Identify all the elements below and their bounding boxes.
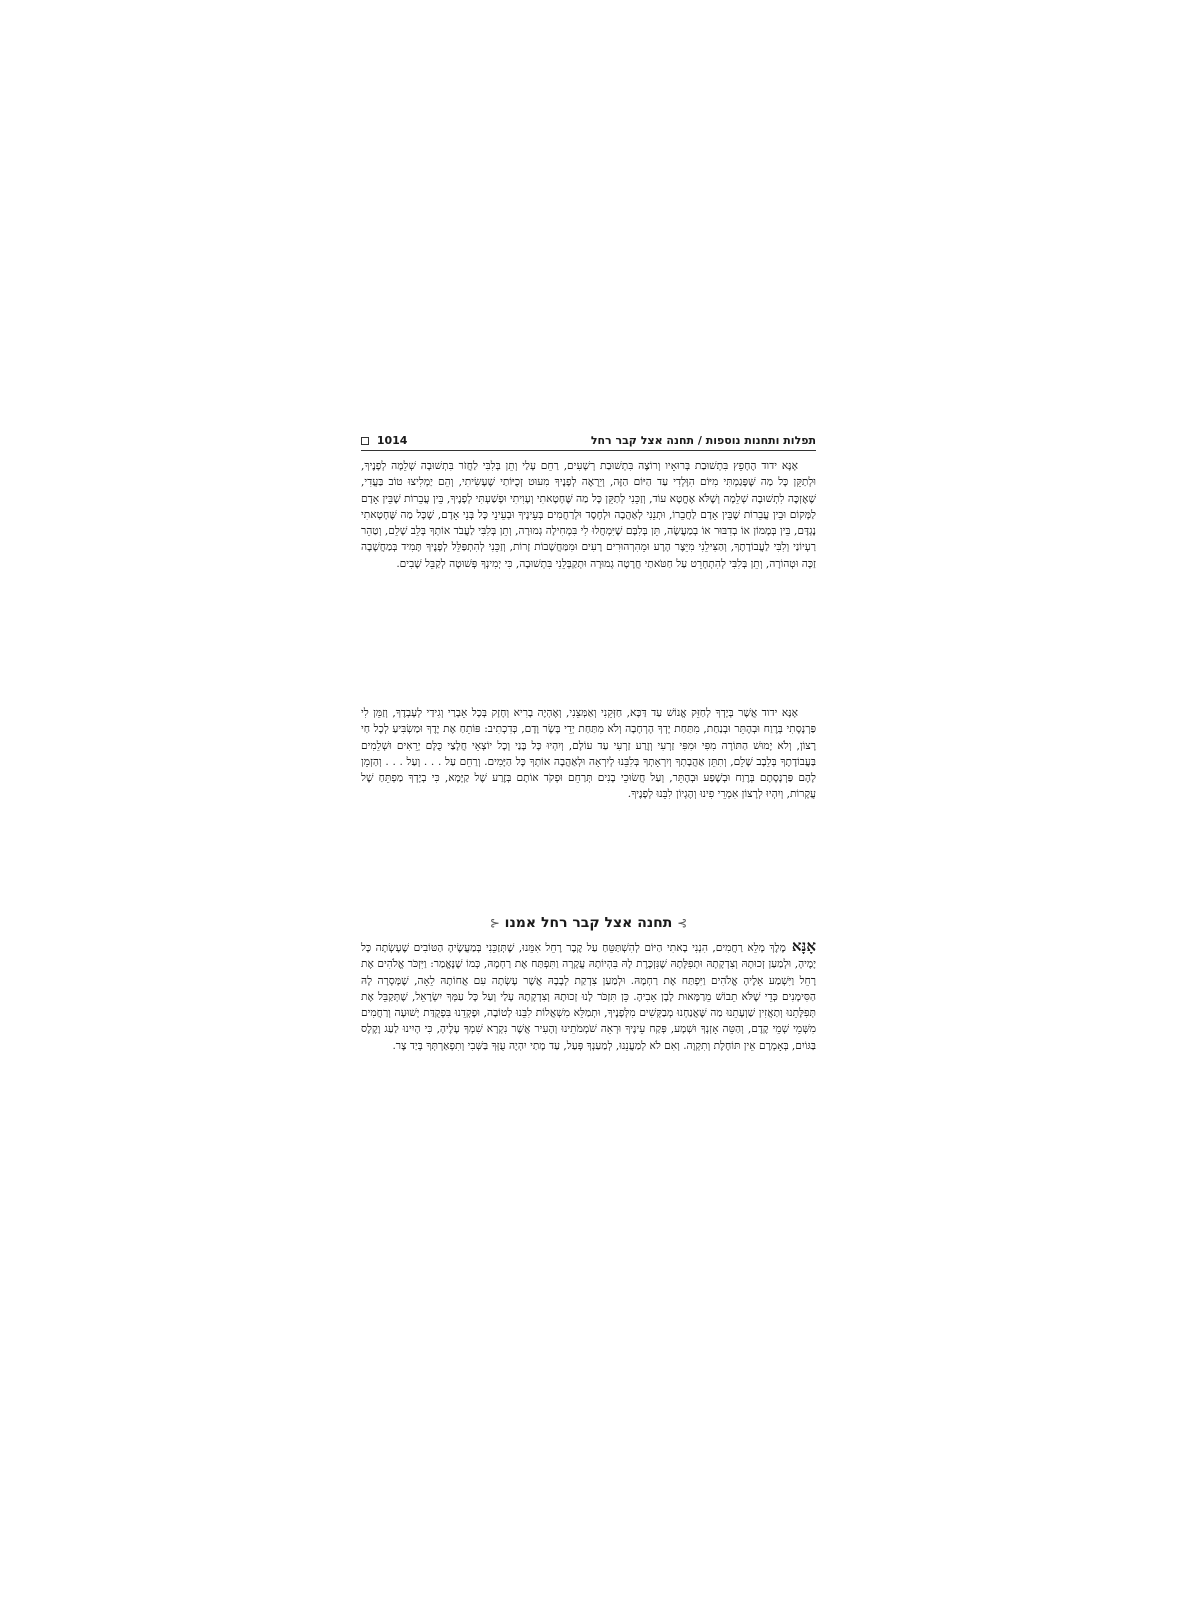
title-separator: / <box>697 433 702 447</box>
flourish-left-icon: ⊰ <box>489 916 500 930</box>
paragraph-2: אָנָּא ידוד אֲשֶׁר בְּיָדְךָ לְחַזֵּק אֱנוֹשׁ עַד דַּכָּא, חַזְּקֵנִי וְאַמְּצֵנִי, וְאֶהְיֶה בָרִיא וְחָזָק בְּכָל אֵבָרַי וְגִידַי לְעָבְדֶךָ, וְזַמֵּן לִי פַּרְנָסָתִי בְּרֶוַח וּבְהֶתֵּר וּבְנַחַת, מִתַּחַת יָדְךָ הָרְחָבָה וְלֹא מִתַּחַת יְדֵי בָּשָׂר וָדָם, כְּדִכְתִיב: פּוֹתֵחַ אֶת יָדֶךָ וּמַשְׂבִּיעַ לְכָל חַי רָצוֹן, וְלֹא יָמוּשׁ הַתּוֹרָה מִפִּי וּמִפִּי זַרְעִי וְזֶרַע זַרְעִי עַד עוֹלָם, וְיִהְיוּ כָּל בָּנַי וְכָל יוֹצְאֵי חֲלָצַי כֻּלָּם יְרֵאִים וּשְׁלֵמִים בַּעֲבוֹדָתֶךָ בְּלֵבָב שָׁלֵם, וְתִתֵּן אַהֲבָתְךָ וְיִרְאָתְךָ בְּלִבֵּנוּ לְיִרְאָה וּלְאַהֲבָה אוֹתְךָ כָּל הַיָּמִים. וְרַחֵם עַל . . . וְעַל . . . וְהַזְמֵן לָהֶם פַּרְנָסָתָם בְּרֶוַח וּבְשֶׁפַע וּבְהֶתֵּר, וְעַל חֲשׂוּכֵי בָנִים תְּרַחֵם וּפְקֹד אוֹתָם בְּזֶרַע שֶׁל קַיָּמָא, כִּי בְיָדְךָ מַפְתֵּחַ שֶׁל עֲקָרוֹת, וְיִהְיוּ לְרָצוֹן אִמְרֵי פִינוּ וְהֶגְיוֹן לִבֵּנוּ לְפָנֶיךָ. <box>361 707 816 801</box>
paragraph-3-text: מֶלֶךְ מָלֵא רַחֲמִים, הִנְנִי בָאתִי הַיּוֹם לְהִשְׁתַּטֵּחַ עַל קֶבֶר רָחֵל אִמֵּנוּ, שֶׁתְּזַכֵּנִי בְּמַעֲשֶׂיהָ הַטּוֹבִים שֶׁעָשְׂתָה כָּל יָמֶיהָ, וּלְמַעַן זְכוּתָהּ וְצִדְקָתָהּ וּתְפִלָּתָהּ שֶׁנִּזְכֶּרֶת לָהּ בִּהְיוֹתָהּ עֲקָרָה וַתִּפְתַּח אֶת רַחְמָהּ, כְּמוֹ שֶׁנֶּאֱמַר: וַיִּזְכֹּר אֱלֹהִים אֶת רָחֵל וַיִּשְׁמַע אֵלֶיהָ אֱלֹהִים וַיִּפְתַּח אֶת רַחְמָהּ. וּלְמַעַן צִדְקַת לְבָבָהּ אֲשֶׁר עָשְׂתָה עִם אֲחוֹתָהּ לֵאָה, שֶׁמָּסְרָה לָהּ הַסִּימָנִים כְּדֵי שֶׁלֹּא תֵבוֹשׁ מֵרַמָּאוּת לָבָן אָבִיהָ. כֵּן תִּזְכֹּר לָנוּ זְכוּתָהּ וְצִדְקָתָהּ עָלַי וְעַל כָּל עַמְּךָ יִשְׂרָאֵל, שֶׁתְּקַבֵּל אֶת תְּפִלָּתֵנוּ וְתַאֲזִין שַׁוְעָתֵנוּ מַה שֶּׁאֲנַחְנוּ מְבַקְּשִׁים מִלְּפָנֶיךָ, וּתְמַלֵּא מִשְׁאֲלוֹת לִבֵּנוּ לְטוֹבָה, וּפָקְדֵנוּ בִּפְקֻדַּת יְשׁוּעָה וְרַחֲמִים מִשְּׁמֵי שְׁמֵי קֶדֶם, וְהַטֵּה אָזְנְךָ וּשְׁמָע, פְּקַח עֵינֶיךָ וּרְאֵה שֹׁמְמֹתֵינוּ וְהָעִיר אֲשֶׁר נִקְרָא שִׁמְךָ עָלֶיהָ, כִּי הָיִינוּ לַעַג וָקֶלֶס בַּגּוֹיִם, בְּאָמְרָם אֵין תּוֹחֶלֶת וְתִקְוָה. וְאִם לֹא לְמַעֲנֵנוּ, לְמַעַנְךָ פְּעַל, עַד מָתַי יִהְיֶה עֻזְּךָ בַּשְּׁבִי וְתִפְאַרְתְּךָ בְּיַד צָר. <box>361 942 816 1052</box>
prayer-block-3 <box>361 938 816 1054</box>
section-heading <box>361 912 816 934</box>
flourish-right-icon: ⊱ <box>677 916 688 930</box>
opening-word: אָנָּא <box>791 937 816 955</box>
page-number: 1014 <box>376 433 408 447</box>
header-section-title: תחנה אצל קבר רחל <box>590 433 695 447</box>
paragraph-3 <box>361 938 816 1054</box>
page-number-group <box>361 434 407 447</box>
running-header <box>361 430 816 451</box>
square-ornament-icon <box>361 437 369 445</box>
prayer-block-2 <box>361 705 816 803</box>
section-heading-text: תחנה אצל קבר רחל אמנו <box>504 915 673 931</box>
book-page <box>361 430 816 1175</box>
book-title: תפלות ותחנות נוספות <box>705 433 816 447</box>
paragraph-1: אָנָּא ידוד הֶחָפֵץ בִּתְשׁוּבַת בְּרוּאָיו וְרוֹצֶה בִּתְשׁוּבַת רְשָׁעִים, רַחֵם עָלַי וְתֵן בְּלִבִּי לַחֲזֹר בִּתְשׁוּבָה שְׁלֵמָה לְפָנֶיךָ, וּלְתַקֵּן כָּל מַה שֶּׁפָּגַמְתִּי מִיּוֹם הִוָּלְדִי עַד הַיּוֹם הַזֶּה, וְיֵרָאֶה לְפָנֶיךָ מִעוּט זְכֻיּוֹתַי שֶׁעָשִׂיתִי, וְהֵם יַמְלִיצוּ טוֹב בַּעֲדִי, שֶׁאֶזְכֶּה לִתְשׁוּבָה שְׁלֵמָה וְשֶׁלֹּא אֶחֱטָא עוֹד, וְזַכֵּנִי לְתַקֵּן כָּל מַה שֶּׁחָטָאתִי וְעָוִיתִי וּפָשַׁעְתִּי לְפָנֶיךָ, בֵּין עֲבֵרוֹת שֶׁבֵּין אָדָם לַמָּקוֹם וּבֵין עֲבֵרוֹת שֶׁבֵּין אָדָם לַחֲבֵרוֹ, וּתְנֵנִי לְאַהֲבָה וּלְחֶסֶד וּלְרַחֲמִים בְּעֵינֶיךָ וּבְעֵינֵי כָּל בְּנֵי אָדָם, שֶׁכָּל מַה שֶּׁחָטָאתִי נֶגְדָּם, בֵּין בְּמָמוֹן אוֹ בְדִבּוּר אוֹ בְמַעֲשֶׂה, תֵּן בְּלִבָּם שֶׁיִּמְחֲלוּ לִי בִּמְחִילָה גְמוּרָה, וְתֵן בְּלִבִּי לַעֲבֹד אוֹתְךָ בְּלֵב שָׁלֵם, וְטַהֵר רַעְיוֹנַי וְלִבִּי לַעֲבוֹדָתֶךָ, וְהַצִּילֵנִי מִיֵּצֶר הָרָע וּמֵהִרְהוּרִים רָעִים וּמִמַּחֲשָׁבוֹת זָרוֹת, וְזַכֵּנִי לְהִתְפַּלֵּל לְפָנֶיךָ תָּמִיד בְּמַחֲשָׁבָה זַכָּה וּטְהוֹרָה, וְתֵן בְּלִבִּי לְהִתְחָרֵט עַל חַטֹּאתַי חֲרָטָה גְמוּרָה וּתְקַבְּלֵנִי בִּתְשׁוּבָה, כִּי יְמִינְךָ פְּשׁוּטָה לְקַבֵּל שָׁבִים. <box>361 460 816 570</box>
prayer-block-1 <box>361 458 816 572</box>
running-title <box>591 434 816 447</box>
